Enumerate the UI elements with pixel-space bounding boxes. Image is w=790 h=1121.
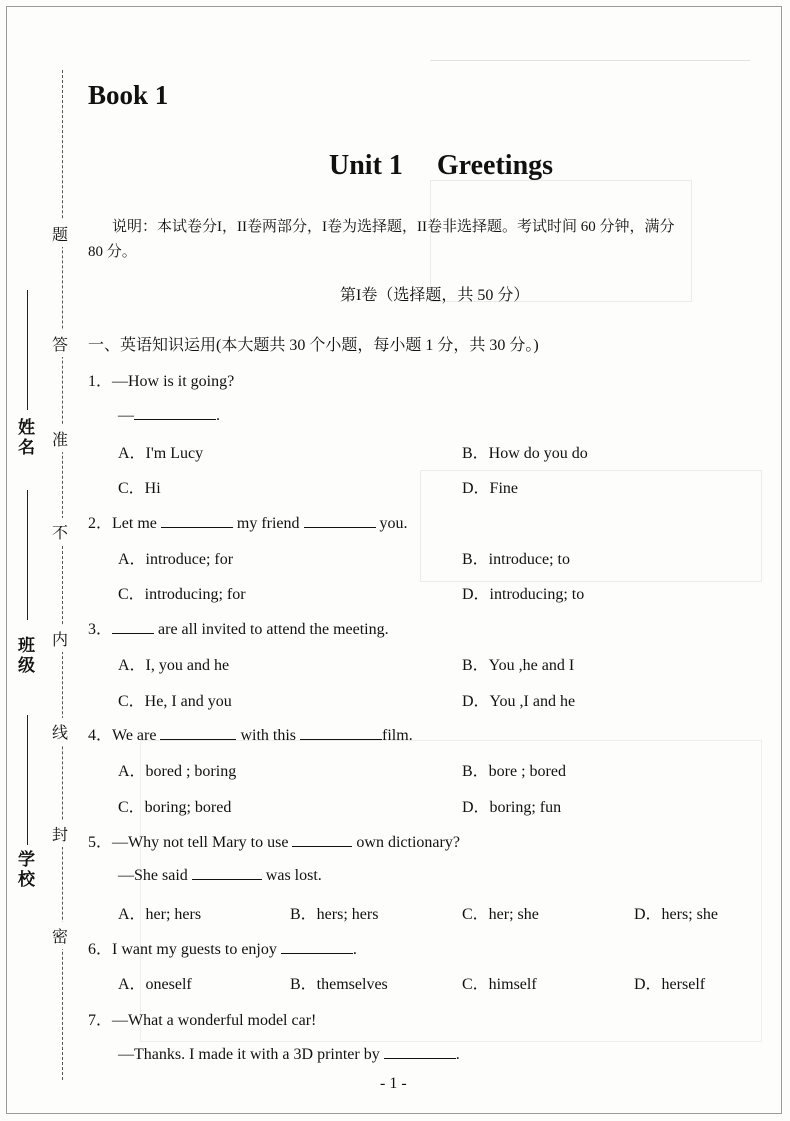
question-6-option-c[interactable]: C．himself — [462, 976, 537, 993]
answer-blank[interactable] — [281, 938, 353, 954]
seal-char-2: 答 — [52, 330, 68, 357]
seal-char-1: 题 — [52, 220, 68, 247]
book-title: Book 1 — [88, 80, 169, 110]
question-6-option-d[interactable]: D．herself — [634, 976, 706, 993]
question-6-stem — [88, 936, 357, 959]
question-2-option-c[interactable]: C．introducing; for — [118, 586, 246, 603]
stem-part: film. — [382, 727, 413, 744]
stem-part: 5．—Why not tell Mary to use — [88, 834, 289, 851]
answer-blank[interactable] — [292, 831, 352, 847]
reply-period: . — [216, 407, 220, 424]
show-through-1 — [430, 60, 750, 75]
stem-part: 4．We are — [88, 727, 157, 744]
question-1-reply — [118, 404, 220, 425]
answer-blank[interactable] — [384, 1043, 456, 1059]
answer-blank[interactable] — [161, 512, 233, 528]
question-5-option-a[interactable]: A．her; hers — [118, 906, 202, 923]
answer-blank[interactable] — [300, 724, 382, 740]
stem-part: with this — [240, 727, 297, 744]
question-2-option-a[interactable]: A．introduce; for — [118, 551, 234, 568]
instructions-line-2: 80 分。 — [88, 244, 137, 260]
question-5-reply — [118, 864, 322, 885]
part-title: 第I卷（选择题，共 50 分） — [340, 287, 530, 304]
question-4-option-a[interactable]: A．bored ; boring — [118, 763, 237, 780]
question-2-stem — [88, 510, 408, 533]
question-3-option-b[interactable]: B．You ,he and I — [462, 657, 575, 674]
stem-part: 2．Let me — [88, 515, 157, 532]
page-number: - 1 - — [380, 1075, 407, 1092]
reply-part: . — [455, 1046, 460, 1063]
question-6-option-a[interactable]: A．oneself — [118, 976, 192, 993]
stem-part: . — [352, 941, 357, 958]
question-5-stem — [88, 829, 460, 852]
question-5-option-d[interactable]: D．hers; she — [634, 906, 718, 923]
name-underline — [27, 290, 28, 410]
seal-char-7: 封 — [52, 820, 68, 847]
class-underline — [27, 490, 28, 620]
unit-title — [329, 150, 553, 182]
question-3-stem — [88, 616, 389, 639]
answer-blank[interactable] — [160, 724, 236, 740]
question-1-option-d[interactable]: D．Fine — [462, 480, 519, 497]
seal-char-8: 密 — [52, 922, 68, 949]
question-5-option-c[interactable]: C．her; she — [462, 906, 539, 923]
school-field-label: 学校 — [18, 850, 35, 890]
answer-blank[interactable] — [304, 512, 376, 528]
question-4-option-d[interactable]: D．boring; fun — [462, 799, 562, 816]
question-6-option-b[interactable]: B．themselves — [290, 976, 388, 993]
stem-part: 3． — [88, 621, 113, 638]
seal-char-6: 线 — [52, 718, 68, 745]
section-title: 一、英语知识运用(本大题共 30 个小题，每小题 1 分，共 30 分。) — [88, 337, 539, 354]
unit-name: Greetings — [436, 150, 554, 181]
instructions-line-1: 说明：本试卷分I，II卷两部分，I卷为选择题，II卷非选择题。考试时间 60 分钟，满分 — [112, 219, 675, 235]
question-7-stem: 7．—What a wonderful model car! — [88, 1012, 317, 1029]
question-1-stem: 1．—How is it going? — [88, 373, 235, 390]
reply-dash: — — [118, 407, 134, 424]
answer-blank[interactable] — [112, 618, 154, 634]
question-1-option-b[interactable]: B．How do you do — [462, 445, 588, 462]
stem-part: 6．I want my guests to enjoy — [88, 941, 277, 958]
reply-part: —Thanks. I made it with a 3D printer by — [118, 1046, 380, 1063]
seal-char-5: 内 — [52, 625, 68, 652]
class-field-label: 班级 — [18, 636, 35, 676]
question-3-option-d[interactable]: D．You ,I and he — [462, 693, 576, 710]
stem-part: are all invited to attend the meeting. — [158, 621, 389, 638]
reply-part: was lost. — [265, 867, 322, 884]
stem-part: own dictionary? — [356, 834, 460, 851]
question-4-option-b[interactable]: B．bore ; bored — [462, 763, 566, 780]
seal-char-3: 准 — [52, 425, 68, 452]
answer-blank[interactable] — [134, 404, 216, 420]
stem-part: my friend — [236, 515, 300, 532]
reply-part: —She said — [118, 867, 188, 884]
name-field-label: 姓名 — [18, 418, 35, 458]
question-1-option-a[interactable]: A．I'm Lucy — [118, 445, 204, 462]
unit-number: Unit 1 — [329, 150, 403, 181]
question-7-reply — [118, 1043, 460, 1064]
show-through-4 — [140, 740, 762, 1042]
question-3-option-c[interactable]: C．He, I and you — [118, 693, 232, 710]
question-4-option-c[interactable]: C．boring; bored — [118, 799, 232, 816]
seal-char-4: 不 — [52, 518, 68, 545]
question-4-stem — [88, 722, 413, 745]
question-5-option-b[interactable]: B．hers; hers — [290, 906, 379, 923]
question-1-option-c[interactable]: C．Hi — [118, 480, 161, 497]
stem-part: you. — [379, 515, 408, 532]
question-3-option-a[interactable]: A．I, you and he — [118, 657, 230, 674]
school-underline — [27, 715, 28, 845]
answer-blank[interactable] — [192, 864, 262, 880]
question-2-option-d[interactable]: D．introducing; to — [462, 586, 585, 603]
question-2-option-b[interactable]: B．introduce; to — [462, 551, 570, 568]
